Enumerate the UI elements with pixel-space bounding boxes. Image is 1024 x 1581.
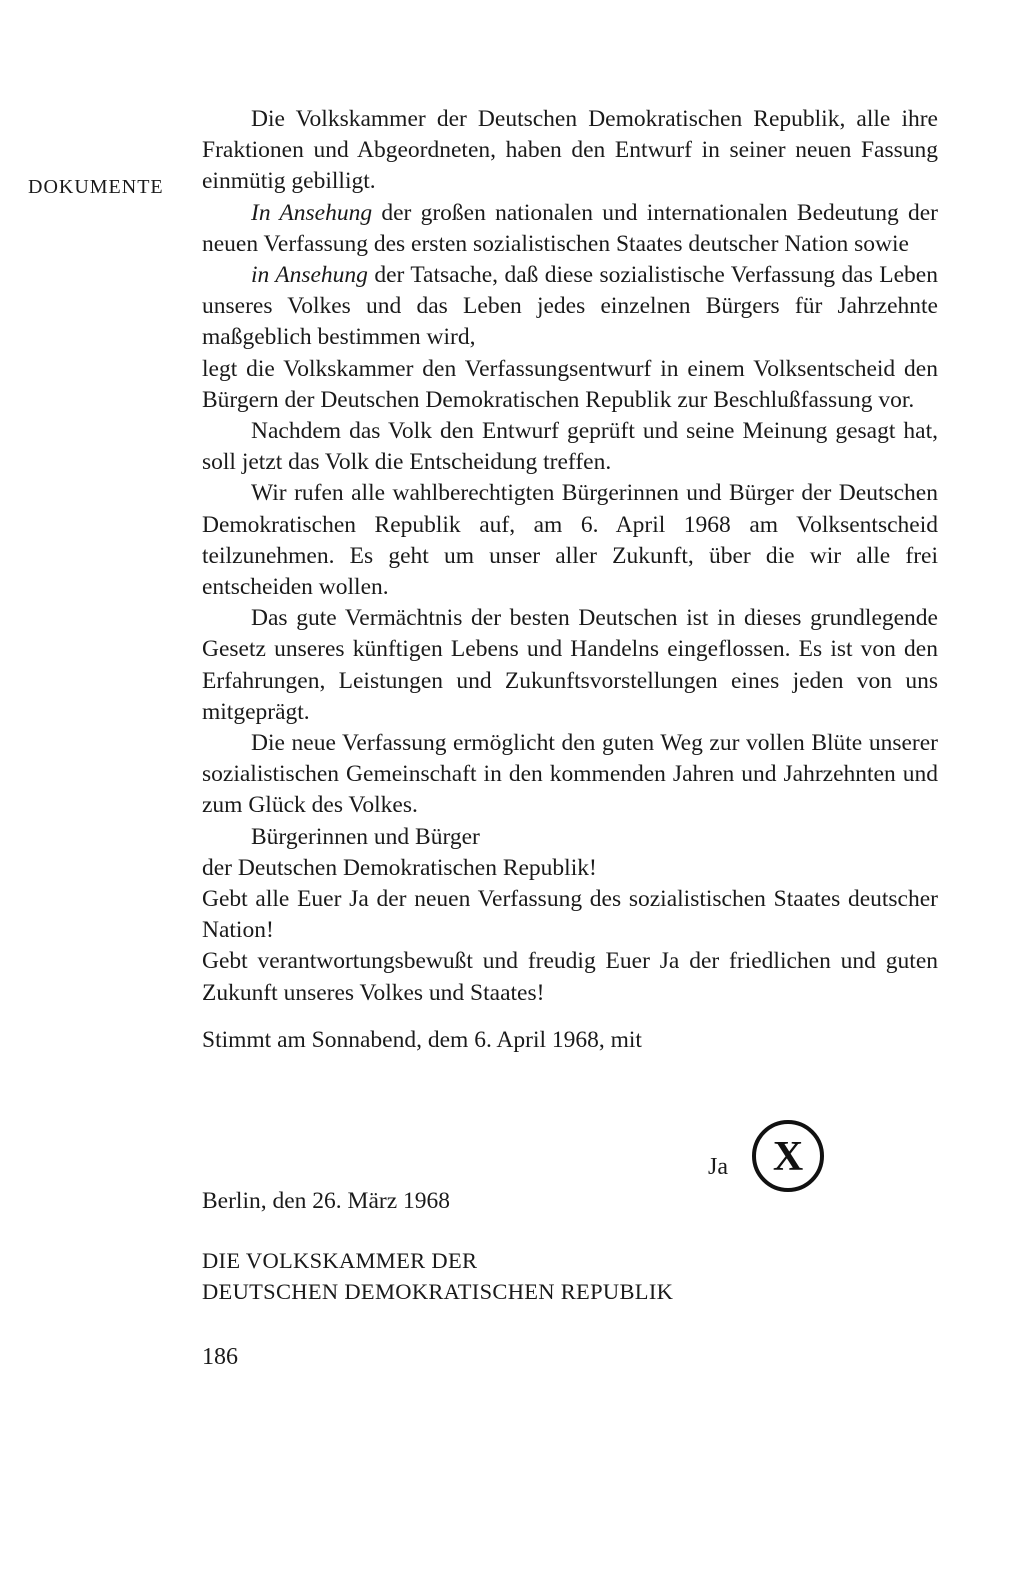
appeal-1: Gebt alle Euer Ja der neuen Verfassung des sozialistischen Staates deutscher Nation! [202,886,938,944]
signature-line-1: DIE VOLKSKAMMER DER [202,1248,478,1273]
paragraph-fact-text: der Tatsache, daß diese sozialistische Verfassung das Leben unseres Volkes und das Leben jedes einzelnen Bürgers für Jahrzehnte maßgeblich bestimmen wird, [202,262,938,351]
ballot-mark [708,1118,826,1194]
body-text [202,104,938,1056]
page-number: 186 [202,1344,238,1370]
paragraph-referendum: legt die Volkskammer den Verfassungsentwurf in einem Volksentscheid den Bürgern der Deutschen Demokratischen Republik zur Beschlußfassung vor. [202,355,938,413]
paragraph-significance [202,198,938,260]
paragraph-significance-text: der großen nationalen und internationalen Bedeutung der neuen Verfassung des ersten sozialistischen Staates deutscher Nation sowie [202,199,938,257]
appeal-2: Gebt verantwortungsbewußt und freudig Euer Ja der friedlichen und guten Zukunft unseres Volkes und Staates! [202,948,938,1006]
paragraph-fact [202,260,938,354]
emphasis-in-ansehung: In Ansehung [251,199,373,226]
ballot-ja-label: Ja [708,1154,728,1180]
emphasis-in-ansehung-2: in Ansehung [251,262,368,289]
signature-block [202,1245,673,1307]
paragraph-new-constitution: Die neue Verfassung ermöglicht den guten Weg zur vollen Blüte unserer sozialistischen Gemeinschaft in den kommenden Jahren und Jahrzehnten und zum Glück des Volkes. [202,730,938,819]
vote-instruction: Stimmt am Sonnabend, dem 6. April 1968, mit [202,1026,642,1053]
ballot-x-mark: X [772,1134,804,1180]
dateline: Berlin, den 26. März 1968 [202,1188,451,1214]
salutation-line-1: Bürgerinnen und Bürger [251,823,480,850]
salutation-line-2: der Deutschen Demokratischen Republik! [202,854,597,881]
section-label: DOKUMENTE [28,176,164,198]
paragraph-call-to-vote: Wir rufen alle wahlberechtigten Bürgerinnen und Bürger der Deutschen Demokratischen Republik auf, am 6. April 1968 am Volksentscheid teilzunehmen. Es geht um unser aller Zukunft, über die wir alle frei entscheiden wollen. [202,480,938,601]
paragraph-people-decide: Nachdem das Volk den Entwurf geprüft und seine Meinung gesagt hat, soll jetzt das Volk die Entscheidung treffen. [202,418,938,476]
paragraph-approval: Die Volkskammer der Deutschen Demokratischen Republik, alle ihre Fraktionen und Abgeordneten, haben den Entwurf in seiner neuen Fassung einmütig gebilligt. [202,106,938,195]
cross-circle-icon [750,1118,826,1194]
paragraph-legacy: Das gute Vermächtnis der besten Deutschen ist in dieses grundlegende Gesetz unseres künftigen Lebens und Handelns eingeflossen. Es ist von den Erfahrungen, Leistungen und Zukunftsvorstellungen eines jeden von uns mitgeprägt. [202,605,938,725]
signature-line-2: DEUTSCHEN DEMOKRATISCHEN REPUBLIK [202,1279,674,1304]
